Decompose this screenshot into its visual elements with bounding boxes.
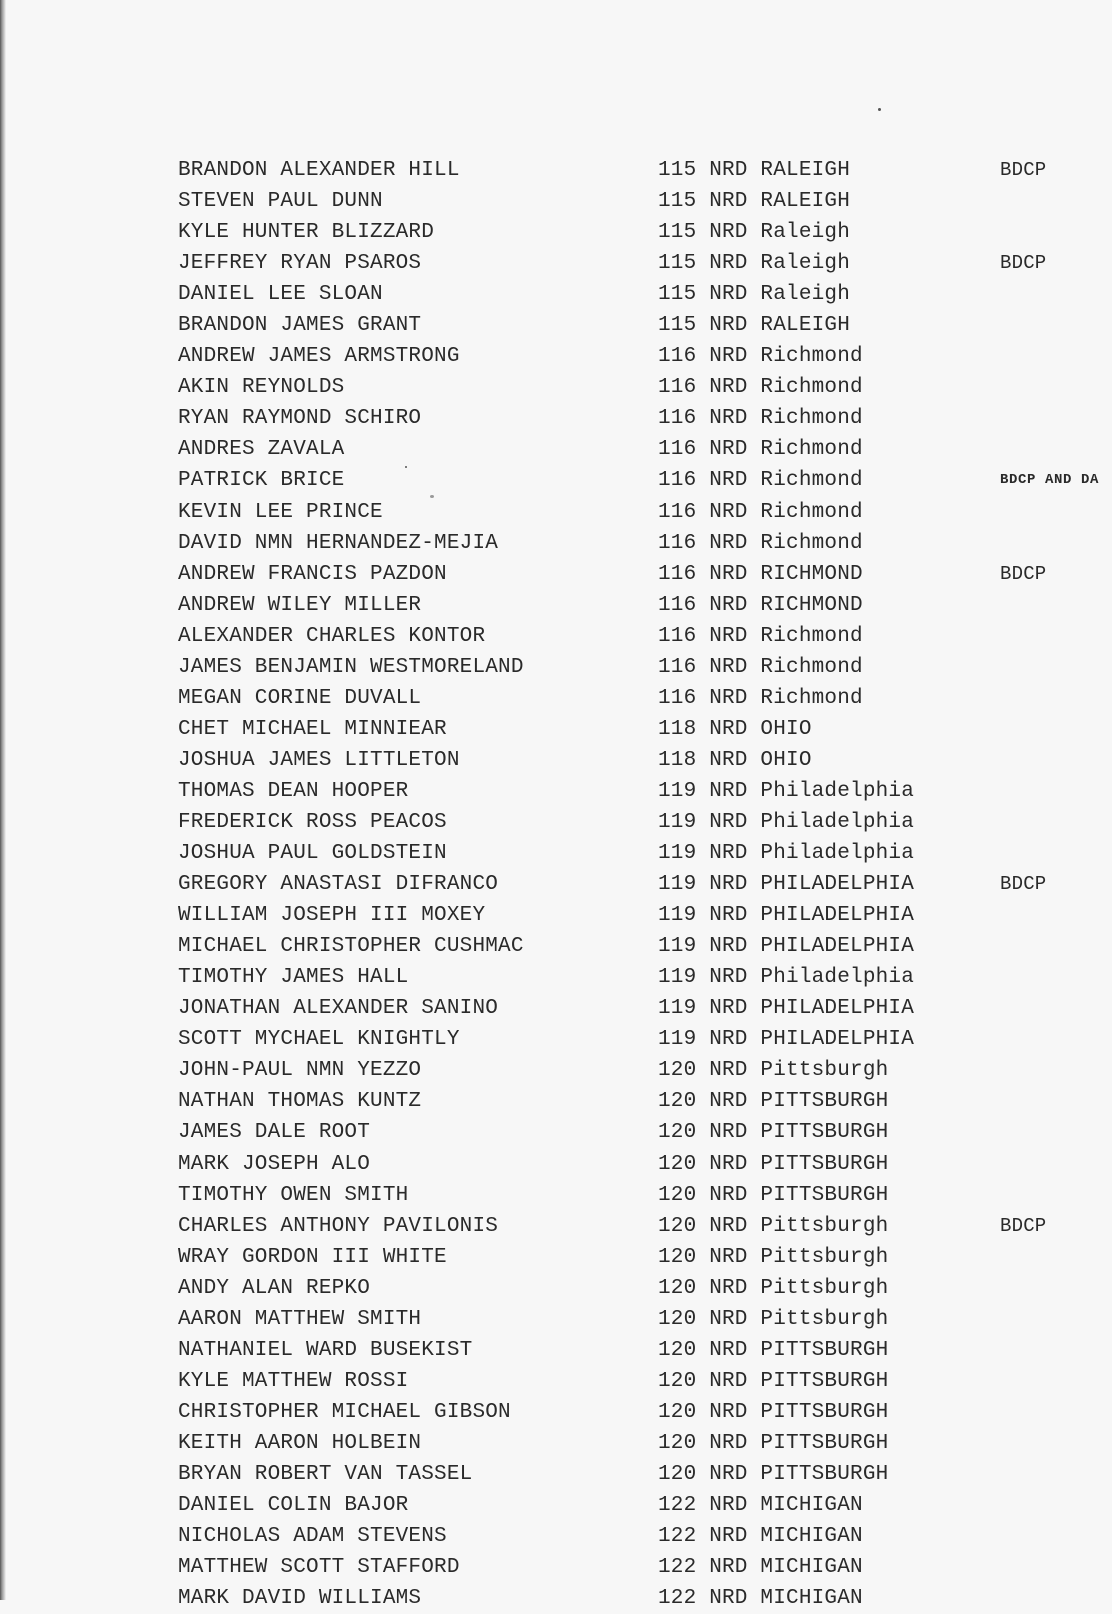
roster-row xyxy=(0,1335,1112,1366)
unit-location: 116 NRD Richmond xyxy=(658,345,863,369)
unit-location: 116 NRD Richmond xyxy=(658,438,863,462)
roster-row xyxy=(0,1273,1112,1304)
unit-location: 120 NRD PITTSBURGH xyxy=(658,1090,889,1114)
unit-location: 115 NRD RALEIGH xyxy=(658,314,851,338)
unit-location: 116 NRD Richmond xyxy=(658,624,863,648)
program-note: BDCP AND DA xyxy=(1000,472,1100,489)
person-name: KEVIN LEE PRINCE xyxy=(178,500,383,524)
roster-row xyxy=(0,279,1112,310)
program-note: BDCP xyxy=(1000,873,1047,896)
unit-location: 122 NRD MICHIGAN xyxy=(658,1556,863,1580)
unit-location: 120 NRD Pittsburgh xyxy=(658,1214,889,1238)
person-name: MATTHEW SCOTT STAFFORD xyxy=(178,1556,460,1580)
roster-list xyxy=(0,155,1112,1614)
program-note: BDCP xyxy=(1000,1214,1047,1237)
roster-row xyxy=(0,807,1112,838)
unit-location: 115 NRD Raleigh xyxy=(658,221,851,245)
unit-location: 115 NRD Raleigh xyxy=(658,283,851,307)
person-name: DAVID NMN HERNANDEZ-MEJIA xyxy=(178,531,499,555)
person-name: RYAN RAYMOND SCHIRO xyxy=(178,407,422,431)
unit-location: 116 NRD RICHMOND xyxy=(658,593,863,617)
roster-row xyxy=(0,1521,1112,1552)
unit-location: 119 NRD PHILADELPHIA xyxy=(658,873,915,897)
unit-location: 119 NRD PHILADELPHIA xyxy=(658,904,915,928)
person-name: NICHOLAS ADAM STEVENS xyxy=(178,1525,447,1549)
roster-row xyxy=(0,869,1112,900)
roster-row xyxy=(0,900,1112,931)
program-note: BDCP xyxy=(1000,562,1047,585)
roster-row xyxy=(0,155,1112,186)
unit-location: 122 NRD MICHIGAN xyxy=(658,1494,863,1518)
unit-location: 119 NRD PHILADELPHIA xyxy=(658,1028,915,1052)
roster-row xyxy=(0,1459,1112,1490)
roster-row xyxy=(0,465,1112,496)
roster-row xyxy=(0,1366,1112,1397)
program-note: BDCP xyxy=(1000,252,1047,275)
unit-location: 116 NRD Richmond xyxy=(658,376,863,400)
unit-location: 116 NRD Richmond xyxy=(658,531,863,555)
unit-location: 120 NRD PITTSBURGH xyxy=(658,1400,889,1424)
roster-row xyxy=(0,683,1112,714)
program-note: BDCP xyxy=(1000,159,1047,181)
unit-location: 122 NRD MICHIGAN xyxy=(658,1525,863,1549)
unit-location: 116 NRD Richmond xyxy=(658,407,863,431)
person-name: NATHANIEL WARD BUSEKIST xyxy=(178,1338,473,1362)
unit-location: 120 NRD Pittsburgh xyxy=(658,1276,889,1300)
person-name: STEVEN PAUL DUNN xyxy=(178,190,383,214)
roster-row xyxy=(0,1397,1112,1428)
unit-location: 118 NRD OHIO xyxy=(658,748,812,772)
unit-location: 119 NRD PHILADELPHIA xyxy=(658,935,915,959)
unit-location: 116 NRD RICHMOND xyxy=(658,562,863,586)
person-name: ANDREW FRANCIS PAZDON xyxy=(178,562,447,586)
person-name: DANIEL LEE SLOAN xyxy=(178,283,383,307)
roster-row xyxy=(0,341,1112,372)
person-name: MEGAN CORINE DUVALL xyxy=(178,686,422,710)
unit-location: 119 NRD Philadelphia xyxy=(658,842,915,866)
unit-location: 122 NRD MICHIGAN xyxy=(658,1587,863,1611)
roster-row xyxy=(0,714,1112,745)
unit-location: 120 NRD PITTSBURGH xyxy=(658,1431,889,1455)
roster-row xyxy=(0,745,1112,776)
unit-location: 119 NRD Philadelphia xyxy=(658,810,915,834)
roster-row xyxy=(0,621,1112,652)
unit-location: 119 NRD PHILADELPHIA xyxy=(658,997,915,1021)
unit-location: 116 NRD Richmond xyxy=(658,469,863,493)
person-name: WRAY GORDON III WHITE xyxy=(178,1245,447,1269)
unit-location: 120 NRD Pittsburgh xyxy=(658,1245,889,1269)
person-name: KEITH AARON HOLBEIN xyxy=(178,1431,422,1455)
roster-row xyxy=(0,1024,1112,1055)
roster-row xyxy=(0,1211,1112,1242)
person-name: THOMAS DEAN HOOPER xyxy=(178,779,409,803)
person-name: DANIEL COLIN BAJOR xyxy=(178,1494,409,1518)
person-name: CHET MICHAEL MINNIEAR xyxy=(178,717,447,741)
person-name: NATHAN THOMAS KUNTZ xyxy=(178,1090,422,1114)
roster-row xyxy=(0,310,1112,341)
roster-row xyxy=(0,497,1112,528)
person-name: BRANDON ALEXANDER HILL xyxy=(178,159,460,182)
unit-location: 116 NRD Richmond xyxy=(658,655,863,679)
person-name: ANDREW WILEY MILLER xyxy=(178,593,422,617)
roster-row xyxy=(0,1149,1112,1180)
person-name: TIMOTHY JAMES HALL xyxy=(178,966,409,990)
roster-row xyxy=(0,372,1112,403)
person-name: FREDERICK ROSS PEACOS xyxy=(178,810,447,834)
roster-row xyxy=(0,528,1112,559)
person-name: MARK JOSEPH ALO xyxy=(178,1152,371,1176)
person-name: AKIN REYNOLDS xyxy=(178,376,345,400)
person-name: ANDY ALAN REPKO xyxy=(178,1276,371,1300)
person-name: KYLE MATTHEW ROSSI xyxy=(178,1369,409,1393)
roster-row xyxy=(0,838,1112,869)
person-name: CHARLES ANTHONY PAVILONIS xyxy=(178,1214,499,1238)
roster-row xyxy=(0,559,1112,590)
person-name: ALEXANDER CHARLES KONTOR xyxy=(178,624,486,648)
unit-location: 120 NRD PITTSBURGH xyxy=(658,1183,889,1207)
person-name: JAMES BENJAMIN WESTMORELAND xyxy=(178,655,524,679)
person-name: JAMES DALE ROOT xyxy=(178,1121,371,1145)
roster-row xyxy=(0,1055,1112,1086)
roster-row xyxy=(0,1304,1112,1335)
roster-row xyxy=(0,1490,1112,1521)
roster-row xyxy=(0,217,1112,248)
person-name: JOSHUA PAUL GOLDSTEIN xyxy=(178,842,447,866)
person-name: AARON MATTHEW SMITH xyxy=(178,1307,422,1331)
person-name: MARK DAVID WILLIAMS xyxy=(178,1587,422,1611)
roster-row xyxy=(0,1086,1112,1117)
unit-location: 119 NRD Philadelphia xyxy=(658,779,915,803)
roster-row xyxy=(0,1583,1112,1614)
unit-location: 119 NRD Philadelphia xyxy=(658,966,915,990)
unit-location: 116 NRD Richmond xyxy=(658,500,863,524)
roster-row xyxy=(0,1180,1112,1211)
person-name: SCOTT MYCHAEL KNIGHTLY xyxy=(178,1028,460,1052)
unit-location: 118 NRD OHIO xyxy=(658,717,812,741)
person-name: BRYAN ROBERT VAN TASSEL xyxy=(178,1462,473,1486)
unit-location: 115 NRD Raleigh xyxy=(658,252,851,276)
roster-row xyxy=(0,652,1112,683)
person-name: WILLIAM JOSEPH III MOXEY xyxy=(178,904,486,928)
person-name: TIMOTHY OWEN SMITH xyxy=(178,1183,409,1207)
roster-row xyxy=(0,403,1112,434)
unit-location: 116 NRD Richmond xyxy=(658,686,863,710)
roster-row xyxy=(0,776,1112,807)
unit-location: 115 NRD RALEIGH xyxy=(658,190,851,214)
unit-location: 120 NRD PITTSBURGH xyxy=(658,1369,889,1393)
unit-location: 120 NRD PITTSBURGH xyxy=(658,1338,889,1362)
roster-row xyxy=(0,1242,1112,1273)
person-name: GREGORY ANASTASI DIFRANCO xyxy=(178,873,499,897)
unit-location: 120 NRD Pittsburgh xyxy=(658,1307,889,1331)
person-name: JEFFREY RYAN PSAROS xyxy=(178,252,422,276)
roster-row xyxy=(0,962,1112,993)
unit-location: 120 NRD PITTSBURGH xyxy=(658,1121,889,1145)
person-name: JONATHAN ALEXANDER SANINO xyxy=(178,997,499,1021)
person-name: BRANDON JAMES GRANT xyxy=(178,314,422,338)
roster-row xyxy=(0,1428,1112,1459)
person-name: CHRISTOPHER MICHAEL GIBSON xyxy=(178,1400,511,1424)
roster-row xyxy=(0,1117,1112,1148)
unit-location: 120 NRD PITTSBURGH xyxy=(658,1152,889,1176)
roster-row xyxy=(0,248,1112,279)
person-name: ANDREW JAMES ARMSTRONG xyxy=(178,345,460,369)
scan-speck xyxy=(878,108,881,111)
person-name: JOHN-PAUL NMN YEZZO xyxy=(178,1059,422,1083)
person-name: KYLE HUNTER BLIZZARD xyxy=(178,221,435,245)
person-name: ANDRES ZAVALA xyxy=(178,438,345,462)
person-name: JOSHUA JAMES LITTLETON xyxy=(178,748,460,772)
unit-location: 120 NRD PITTSBURGH xyxy=(658,1462,889,1486)
roster-row xyxy=(0,993,1112,1024)
roster-row xyxy=(0,590,1112,621)
roster-row xyxy=(0,931,1112,962)
person-name: PATRICK BRICE xyxy=(178,469,345,493)
unit-location: 120 NRD Pittsburgh xyxy=(658,1059,889,1083)
unit-location: 115 NRD RALEIGH xyxy=(658,159,851,182)
roster-row xyxy=(0,186,1112,217)
person-name: MICHAEL CHRISTOPHER CUSHMAC xyxy=(178,935,524,959)
roster-row xyxy=(0,434,1112,465)
roster-row xyxy=(0,1552,1112,1583)
